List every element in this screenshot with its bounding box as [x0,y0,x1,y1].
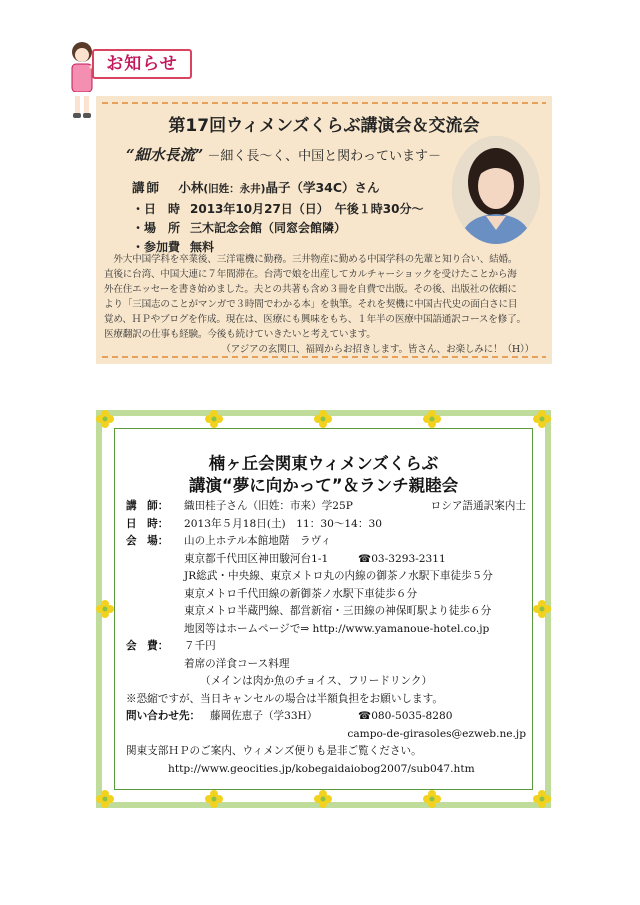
notice-label: お知らせ [92,49,192,79]
flower-icon [533,410,551,428]
info-lecturer: 講 師： 織田桂子さん（旧姓：市来）学25P ロシア語通訳案内士 [126,500,526,512]
info-contact-email[interactable]: campo-de-girasoles@ezweb.ne.jp [347,727,526,740]
info-access-1: JR総武・中央線、東京メトロ丸の内線の御茶ノ水駅下車徒歩５分 [184,570,493,582]
event1-subtitle [126,144,441,165]
info-map-link[interactable]: 地図等はホームページで⇒ http://www.yamanoue-hotel.co.jp [184,622,490,635]
info-meal-note: （メインは肉か魚のチョイス、フリードリンク） [200,675,433,687]
detail-venue: ・場 所 三木記念会館（同窓会館隣） [132,221,347,235]
subtitle-sub: －細く長～く、中国と関わっています－ [207,149,442,164]
info-date: 日 時： 2013年５月18日(土) 11：30～14：30 [126,517,382,530]
info-access-3: 東京メトロ半蔵門線、都営新宿・三田線の神保町駅より徒歩６分 [184,605,492,617]
flower-icon [96,600,114,618]
event1-title: 第17回ウィメンズくらぶ講演会＆交流会 [168,116,480,136]
flower-icon [423,790,441,808]
info-access-2: 東京メトロ千代田線の新御茶ノ水駅下車徒歩６分 [184,587,418,600]
detail-date: ・日 時 2013年10月27日（日） 午後１時30分～ [132,202,424,216]
event1-closing: （アジアの玄関口、福岡からお招きします。皆さん、お楽しみに！（H）） [221,344,534,355]
lecturer-name: 小林 [178,180,204,195]
info-address: 東京都千代田区神田駿河台1-1 ☎03-3293-2311 [126,551,526,569]
info-venue: 会 場： 山の上ホテル本館地階 ラヴィ [126,535,332,547]
event2-title-line1: 楠ヶ丘会関東ウィメンズくらぶ [208,454,439,473]
lecturer-old-name: (旧姓：永井) [203,183,266,195]
top-dash-border [102,102,546,104]
event2-title-line2: 講演“夢に向かって”＆ランチ親睦会 [188,476,459,495]
subtitle-main: “細水長流” [126,146,204,164]
info-cancel-note: ※恐縮ですが、当日キャンセルの場合は半額負担をお願いします。 [126,692,443,705]
flower-icon [96,410,114,428]
event1-details [132,200,424,257]
flower-icon [533,600,551,618]
flower-icon [205,790,223,808]
event1-box [96,96,552,364]
info-fee: 会 費： ７千円 [126,640,216,652]
flower-icon [423,410,441,428]
flower-icon [205,410,223,428]
flower-icon [533,790,551,808]
contact-tel: ☎080-5035-8280 [358,710,453,722]
lecturer-label: 講師 [132,180,162,195]
flower-icon [314,410,332,428]
event1-body: 外大中国学科を卒業後、三洋電機に勤務。三井物産に勤める中国学科の先輩と知り合い、結婚。 直後に台湾、中国大連に７年間滞在。台湾で娘を出産してカルチャーショックを受けたことから海 外在住エッセーを書き始めました。夫との共著も含め３冊を自費で出版。その後、出版社の依頼に より「三国志のことがマンガで３時間でわかる本」を執筆。それを契機に中国古代史の面白さに目 覚め、ＨＰやブログを作成。現在は、医療にも興味をもち、１年半の医療中国語通訳コースを修了。 医療翻訳の仕事も経験。今後も続けていきたいと考えています。 （アジアの玄関口、福岡からお招きします。皆さん、お楽しみに！（H）） [104,252,544,357]
info-meal: 着席の洋食コース料理 [184,657,290,670]
event2-box [96,410,551,808]
lecturer-photo [452,136,540,244]
info-contact: 問い合わせ先： 藤岡佐恵子（学33H） ☎080-5035-8280 [126,708,526,726]
flower-icon [96,790,114,808]
flower-icon [314,790,332,808]
venue-tel: ☎03-3293-2311 [358,552,446,565]
info-branch-url[interactable]: http://www.geocities.jp/kobegaidaiobog2007/sub047.htm [168,762,475,775]
event2-info [126,498,526,778]
info-branch-note: 関東支部ＨＰのご案内、ウィメンズ便りも是非ご覧ください。 [126,745,422,757]
lecturer-name2: 晶子（学34C）さん [265,180,380,195]
lecturer-line [132,178,380,196]
detail-fee: ・参加費 無料 [132,240,215,254]
